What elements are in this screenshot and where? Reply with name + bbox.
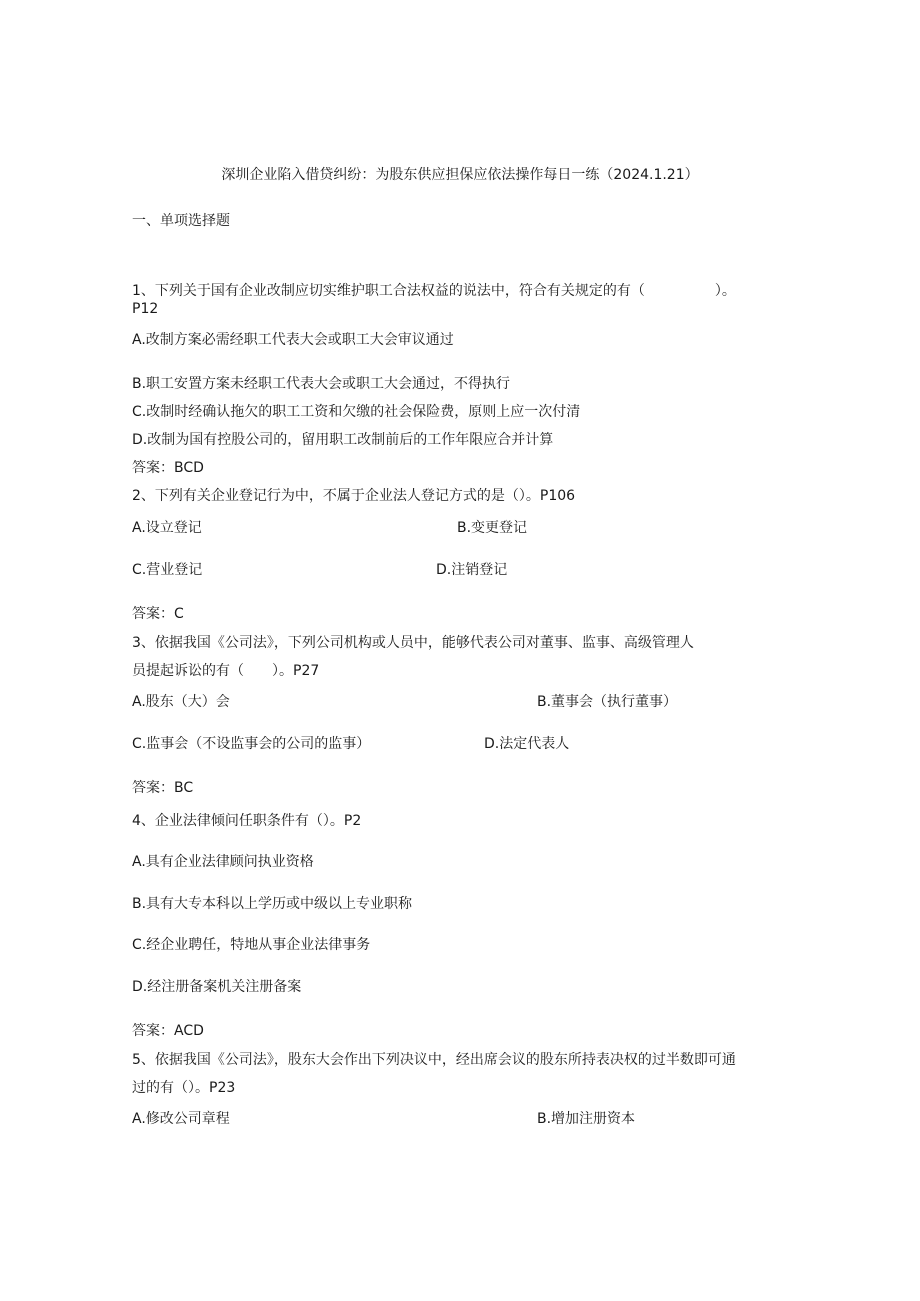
question-1-answer: 答案：BCD bbox=[132, 460, 204, 476]
question-4-option-b: B.具有大专本科以上学历或中级以上专业职称 bbox=[132, 896, 413, 912]
question-2-option-d: D.注销登记 bbox=[436, 562, 508, 578]
question-1-stem-line-2: P12 bbox=[132, 301, 159, 317]
question-5-stem-line-2: 过的有（）。P23 bbox=[132, 1080, 236, 1096]
question-3-option-c: C.监事会（不设监事会的公司的监事） bbox=[132, 736, 371, 752]
question-2-option-a: A.设立登记 bbox=[132, 520, 202, 536]
question-3-option-b: B.董事会（执行董事） bbox=[537, 694, 678, 710]
question-2-stem-line-1: 2、下列有关企业登记行为中，不属于企业法人登记方式的是（）。P106 bbox=[132, 488, 576, 504]
question-1-stem-line-1: 1、下列关于国有企业改制应切实维护职工合法权益的说法中，符合有关规定的有（ ）。 bbox=[132, 283, 736, 299]
section-heading: 一、单项选择题 bbox=[132, 213, 230, 229]
question-1-option-b: B.职工安置方案未经职工代表大会或职工大会通过，不得执行 bbox=[132, 376, 511, 392]
question-3-option-d: D.法定代表人 bbox=[484, 736, 570, 752]
question-3-answer: 答案：BC bbox=[132, 780, 194, 796]
question-3-stem-line-1: 3、依据我国《公司法》，下列公司机构或人员中，能够代表公司对董事、监事、高级管理人 bbox=[132, 635, 694, 651]
question-1-option-d: D.改制为国有控股公司的，留用职工改制前后的工作年限应合并计算 bbox=[132, 432, 554, 448]
question-3-option-a: A.股东（大）会 bbox=[132, 694, 230, 710]
question-2-option-b: B.变更登记 bbox=[457, 520, 528, 536]
question-4-option-a: A.具有企业法律顾问执业资格 bbox=[132, 854, 314, 870]
document-title: 深圳企业陷入借贷纠纷：为股东供应担保应依法操作每日一练（2024.1.21） bbox=[221, 167, 699, 183]
question-4-option-c: C.经企业聘任，特地从事企业法律事务 bbox=[132, 937, 371, 953]
question-5-option-a: A.修改公司章程 bbox=[132, 1111, 230, 1127]
question-2-answer: 答案：C bbox=[132, 606, 184, 622]
question-4-option-d: D.经注册备案机关注册备案 bbox=[132, 979, 302, 995]
question-5-stem-line-1: 5、依据我国《公司法》，股东大会作出下列决议中，经出席会议的股东所持表决权的过半数即可通 bbox=[132, 1052, 736, 1068]
question-1-option-a: A.改制方案必需经职工代表大会或职工大会审议通过 bbox=[132, 332, 454, 348]
question-3-stem-line-2: 员提起诉讼的有（ ）。P27 bbox=[132, 663, 320, 679]
question-1-option-c: C.改制时经确认拖欠的职工工资和欠缴的社会保险费，原则上应一次付清 bbox=[132, 404, 581, 420]
question-4-answer: 答案：ACD bbox=[132, 1023, 204, 1039]
question-2-option-c: C.营业登记 bbox=[132, 562, 203, 578]
question-5-option-b: B.增加注册资本 bbox=[537, 1111, 636, 1127]
question-4-stem-line-1: 4、企业法律倾问任职条件有（）。P2 bbox=[132, 813, 362, 829]
